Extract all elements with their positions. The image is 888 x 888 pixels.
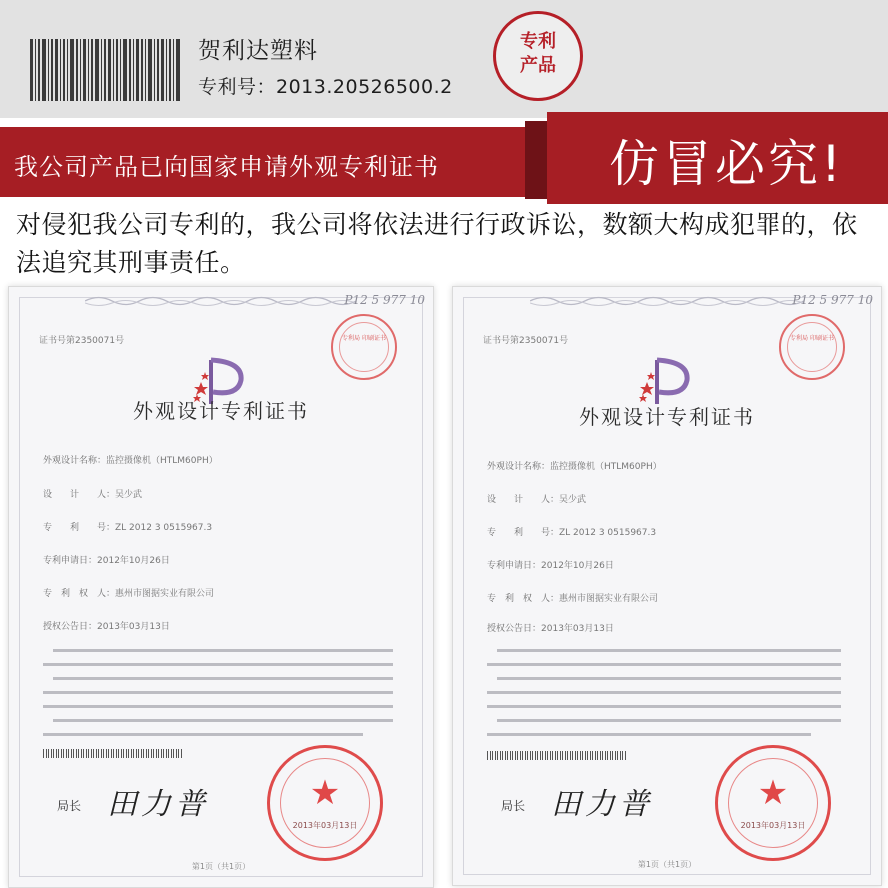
seal-date: 2013年03月13日 xyxy=(292,821,358,830)
field-patent-number xyxy=(487,525,656,538)
field-application-date xyxy=(43,553,170,566)
field-grant-date xyxy=(43,619,170,632)
body-text-line xyxy=(43,691,393,694)
field-value: 惠州市图据实业有限公司 xyxy=(559,594,659,604)
field-design-name xyxy=(43,453,218,466)
page-number: 第1页（共1页） xyxy=(637,860,697,869)
field-label: 设 计 人： xyxy=(487,495,560,505)
field-value: 2013年03月13日 xyxy=(97,622,170,632)
field-value: 监控摄像机（HTLM60PH） xyxy=(550,462,662,472)
director-label: 局长 xyxy=(501,799,526,813)
body-text-line xyxy=(53,677,393,680)
field-label: 专 利 权 人： xyxy=(43,589,116,599)
body-text-line xyxy=(53,649,393,652)
field-label: 专 利 号： xyxy=(487,528,560,538)
body-text-line xyxy=(43,663,393,666)
field-value: 2013年03月13日 xyxy=(541,624,614,634)
field-patentee xyxy=(43,586,214,599)
patent-product-stamp xyxy=(493,11,583,101)
star-icon: ★ xyxy=(757,773,789,813)
body-text-line xyxy=(53,719,393,722)
field-label: 授权公告日： xyxy=(43,622,98,632)
field-grant-date xyxy=(487,621,614,634)
stamp-line-2: 产品 xyxy=(520,55,556,76)
seal-date: 2013年03月13日 xyxy=(740,821,806,830)
seal-top-label: 专利局 印刷证书 xyxy=(790,335,834,342)
certificate-title: 外观设计专利证书 xyxy=(579,405,755,429)
field-application-date xyxy=(487,558,614,571)
seal-top xyxy=(779,314,845,380)
field-label: 设 计 人： xyxy=(43,490,116,500)
patent-number: 专利号：2013.20526500.2 xyxy=(198,76,453,98)
legal-notice: 对侵犯我公司专利的，我公司将依法进行行政诉讼，数额大构成犯罪的，依法追究其刑事责任。 xyxy=(16,210,858,277)
field-value: 惠州市图据实业有限公司 xyxy=(115,589,215,599)
certificate-barcode xyxy=(487,751,627,760)
body-text-line xyxy=(487,733,811,736)
star-icon: ★ xyxy=(309,773,341,813)
certificate-number: 证书号第2350071号 xyxy=(483,336,569,346)
body-text-line xyxy=(487,705,841,708)
field-label: 专 利 权 人： xyxy=(487,594,560,604)
field-value: ZL 2012 3 0515967.3 xyxy=(559,528,657,538)
certificate-right xyxy=(452,286,882,886)
field-designer xyxy=(487,492,586,505)
field-value: 监控摄像机（HTLM60PH） xyxy=(106,456,218,466)
national-seal xyxy=(715,745,831,861)
field-value: 吴少武 xyxy=(559,495,587,505)
body-text-line xyxy=(487,691,841,694)
page-number: 第1页（共1页） xyxy=(191,862,251,871)
field-patent-number xyxy=(43,520,212,533)
field-label: 专 利 号： xyxy=(43,523,116,533)
field-label: 外观设计名称： xyxy=(487,462,551,472)
certificate-left xyxy=(8,286,434,888)
field-design-name xyxy=(487,459,662,472)
warning-banner xyxy=(547,112,888,204)
seal-top-ring xyxy=(339,322,389,372)
body-text-line xyxy=(487,663,841,666)
field-value: 吴少武 xyxy=(115,490,143,500)
field-label: 专利申请日： xyxy=(43,556,98,566)
director-signature: 田力普 xyxy=(551,787,653,822)
field-value: 2012年10月26日 xyxy=(541,561,614,571)
header-bar xyxy=(0,0,888,118)
certificate-number: 证书号第2350071号 xyxy=(39,336,125,346)
field-value: 2012年10月26日 xyxy=(97,556,170,566)
field-label: 专利申请日： xyxy=(487,561,542,571)
field-designer xyxy=(43,487,142,500)
ornament-border-icon xyxy=(530,294,804,308)
handwritten-note: P12 5 977 10 xyxy=(344,293,425,307)
banner-divider xyxy=(525,121,547,199)
ornament-border-icon xyxy=(85,294,356,308)
certificate-title: 外观设计专利证书 xyxy=(133,399,309,423)
field-patentee xyxy=(487,591,658,604)
body-text-line xyxy=(497,649,841,652)
warning-text: 仿冒必究! xyxy=(609,135,845,193)
director-label: 局长 xyxy=(57,799,82,813)
statement-text: 我公司产品已向国家申请外观专利证书 xyxy=(14,153,439,181)
body-text-line xyxy=(497,719,841,722)
body-text-line xyxy=(497,677,841,680)
company-name: 贺利达塑料 xyxy=(198,38,318,64)
barcode-icon xyxy=(30,39,180,101)
certificate-barcode xyxy=(43,749,183,758)
field-label: 外观设计名称： xyxy=(43,456,107,466)
director-signature: 田力普 xyxy=(107,787,209,822)
seal-top-ring xyxy=(787,322,837,372)
national-seal xyxy=(267,745,383,861)
seal-top xyxy=(331,314,397,380)
body-text-line xyxy=(43,733,363,736)
statement-banner xyxy=(0,127,525,197)
seal-top-label: 专利局 印刷证书 xyxy=(342,335,386,342)
body-text-line xyxy=(43,705,393,708)
field-label: 授权公告日： xyxy=(487,624,542,634)
handwritten-note: P12 5 977 10 xyxy=(792,293,873,307)
stamp-line-1: 专利 xyxy=(520,31,556,52)
field-value: ZL 2012 3 0515967.3 xyxy=(115,523,213,533)
